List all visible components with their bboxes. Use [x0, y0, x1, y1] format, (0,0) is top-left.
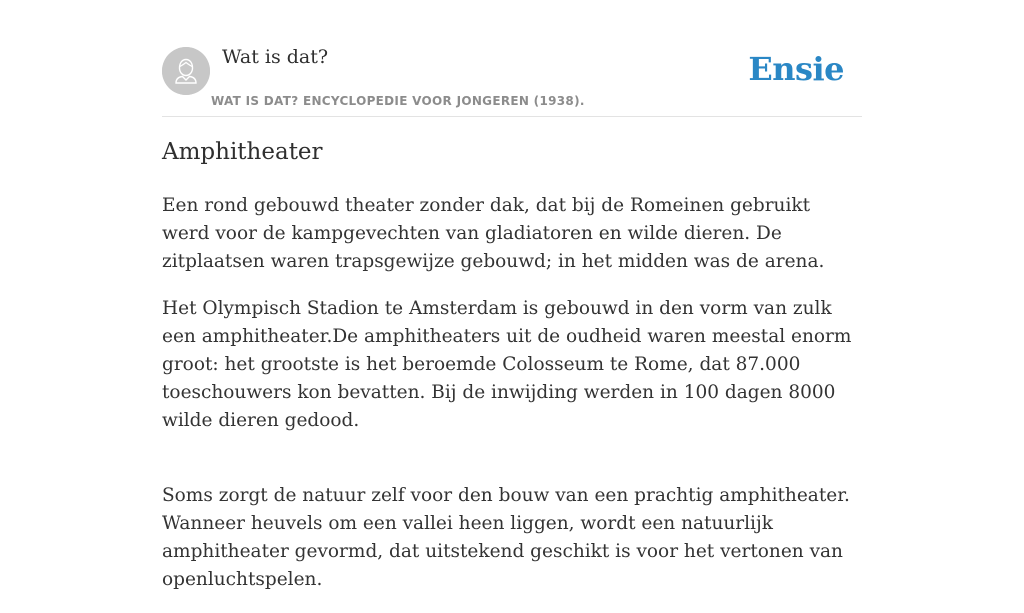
source-header — [162, 44, 862, 117]
user-icon[interactable] — [162, 47, 210, 95]
article-paragraph: Het Olympisch Stadion te Amsterdam is gebouwd in den vorm van zulk een amphitheater.De amphitheaters uit de oudheid waren meestal enorm groot: het grootste is het beroemde Colosseum te Rome, dat 87.000 toeschouwers kon bevatten. Bij de inwijding werden in 100 dagen 8000 wilde dieren gedood. — [162, 298, 852, 431]
source-subtitle: WAT IS DAT? ENCYCLOPEDIE VOOR JONGEREN (1938). — [211, 94, 585, 108]
paragraph-gap — [162, 454, 862, 482]
article-title: Amphitheater — [162, 139, 323, 165]
source-title[interactable]: Wat is dat? — [222, 46, 329, 68]
article-paragraph: Een rond gebouwd theater zonder dak, dat bij de Romeinen gebruikt werd voor de kampgevechten van gladiatoren en wilde dieren. De zitplaatsen waren trapsgewijze gebouwd; in het midden was de arena. — [162, 195, 825, 272]
article-body — [162, 192, 862, 613]
article-paragraph: Soms zorgt de natuur zelf voor den bouw van een prachtig amphitheater. Wanneer heuvels om een vallei heen liggen, wordt een natuurlijk amphitheater gevormd, dat uitstekend geschikt is voor het vertonen van openluchtspelen. — [162, 485, 850, 590]
brand-logo[interactable]: Ensie — [748, 50, 844, 88]
